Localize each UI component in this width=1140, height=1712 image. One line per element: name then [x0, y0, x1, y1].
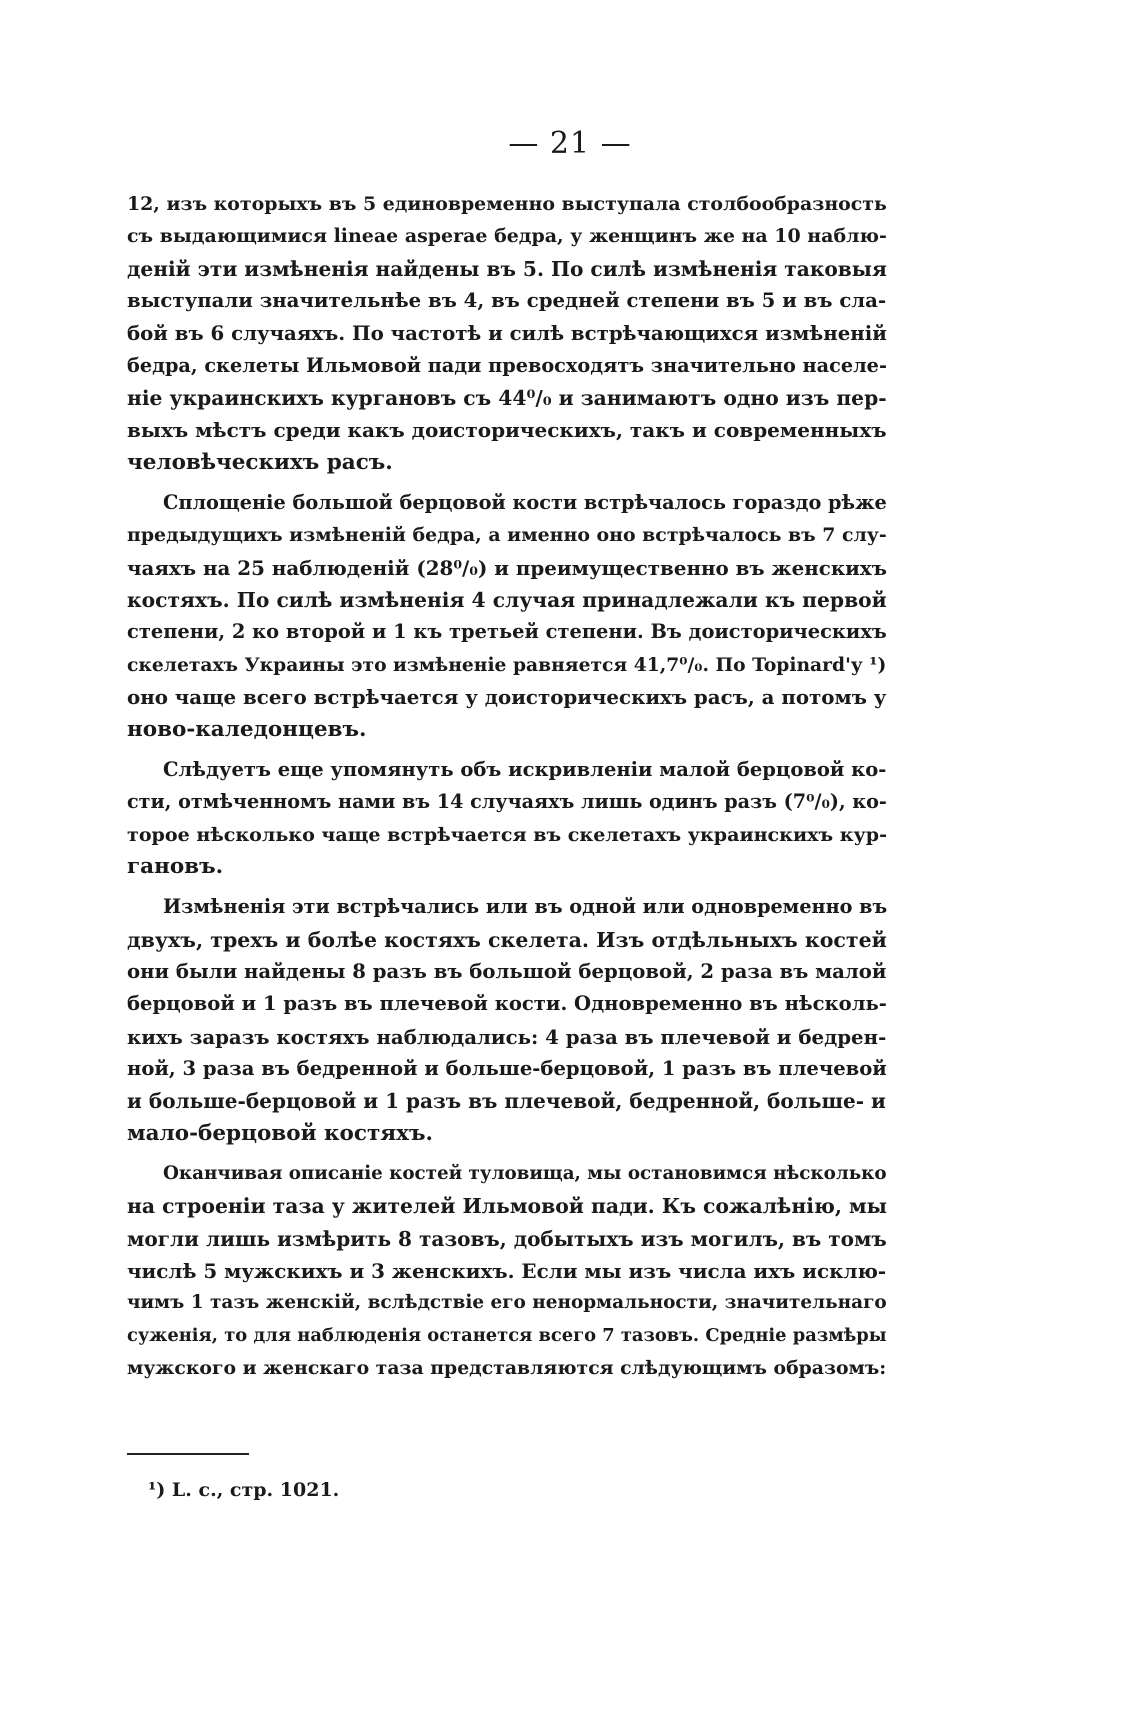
text-line: кихъ заразъ костяхъ наблюдались: 4 раза въ плечевой и бедрен-: [127, 1024, 887, 1049]
text-line: чаяхъ на 25 наблюденій (28⁰/₀) и преимущественно въ женскихъ: [127, 555, 887, 580]
paragraph-5: [127, 1158, 887, 1384]
paragraph-1: [127, 188, 887, 479]
text-line: бедра, скелеты Ильмовой пади превосходятъ значительно населе-: [127, 353, 887, 377]
paragraph-2: [127, 487, 887, 746]
text-line: суженія, то для наблюденія останется всего 7 тазовъ. Средніе размѣры: [127, 1324, 887, 1346]
text-line: степени, 2 ко второй и 1 къ третьей степени. Въ доисторическихъ: [127, 620, 887, 644]
text-line: выхъ мѣстъ среди какъ доисторическихъ, такъ и современныхъ: [127, 418, 887, 443]
paragraph-4: [127, 891, 887, 1150]
text-line: на строеніи таза у жителей Ильмовой пади. Къ сожалѣнію, мы: [127, 1194, 888, 1219]
footnote-rule: [127, 1453, 249, 1455]
text-line: мало-берцовой костяхъ.: [127, 1120, 433, 1146]
text-line: чимъ 1 тазъ женскій, вслѣдствіе его ненормальности, значительнаго: [127, 1292, 887, 1314]
text-line: скелетахъ Украины это измѣненіе равняется 41,7⁰/₀. По Topinard'у ¹): [127, 653, 887, 676]
body-text: [127, 188, 887, 1392]
text-line: они были найдены 8 разъ въ большой берцовой, 2 раза въ малой: [127, 959, 887, 983]
text-line: бой въ 6 случаяхъ. По частотѣ и силѣ встрѣчающихся измѣненій: [127, 321, 887, 346]
text-line: выступали значительнѣе въ 4, въ средней степени въ 5 и въ сла-: [127, 289, 887, 313]
text-line: и больше-берцовой и 1 разъ въ плечевой, бедренной, больше- и: [127, 1089, 886, 1114]
text-line: 12, изъ которыхъ въ 5 единовременно выступала столбообразность: [127, 193, 887, 215]
footnote: ¹) L. c., стр. 1021.: [148, 1479, 340, 1501]
text-line: берцовой и 1 разъ въ плечевой кости. Одновременно въ нѣсколь-: [127, 992, 887, 1016]
text-line: человѣческихъ расъ.: [127, 449, 393, 475]
text-line: Слѣдуетъ еще упомянуть объ искривленіи малой берцовой ко-: [163, 757, 887, 781]
text-line: ніе украинскихъ кургановъ съ 44⁰/₀ и занимаютъ одно изъ пер-: [127, 386, 887, 411]
text-line: предыдущихъ измѣненій бедра, а именно оно встрѣчалось въ 7 слу-: [127, 524, 887, 547]
text-line: Оканчивая описаніе костей туловища, мы остановимся нѣсколько: [163, 1162, 887, 1184]
text-line: сти, отмѣченномъ нами въ 14 случаяхъ лишь одинъ разъ (7⁰/₀), ко-: [127, 790, 887, 814]
text-line: Измѣненія эти встрѣчались или въ одной или одновременно въ: [163, 895, 888, 919]
text-line: съ выдающимися lineae asperae бедра, у женщинъ же на 10 наблю-: [127, 225, 887, 248]
text-line: числѣ 5 мужскихъ и 3 женскихъ. Если мы изъ числа ихъ исклю-: [127, 1259, 887, 1283]
text-line: ной, 3 раза въ бедренной и больше-берцовой, 1 разъ въ плечевой: [127, 1056, 887, 1080]
text-line: ново-каледонцевъ.: [127, 716, 367, 742]
text-line: оно чаще всего встрѣчается у доисторическихъ расъ, а потомъ у: [127, 685, 887, 710]
text-line: мужского и женскаго таза представляются слѣдующимъ образомъ:: [127, 1357, 887, 1380]
paragraph-3: [127, 754, 887, 883]
text-line: костяхъ. По силѣ измѣненія 4 случая принадлежали къ первой: [127, 588, 887, 613]
text-line: двухъ, трехъ и болѣе костяхъ скелета. Изъ отдѣльныхъ костей: [127, 927, 887, 952]
text-line: Сплощеніе большой берцовой кости встрѣчалось гораздо рѣже: [163, 491, 887, 515]
text-line: деній эти измѣненія найдены въ 5. По силѣ измѣненія таковыя: [127, 256, 887, 281]
text-line: торое нѣсколько чаще встрѣчается въ скелетахъ украинскихъ кур-: [127, 822, 888, 846]
page-number: — 21 —: [508, 126, 632, 161]
text-line: гановъ.: [127, 853, 224, 879]
text-line: могли лишь измѣрить 8 тазовъ, добытыхъ изъ могилъ, въ томъ: [127, 1226, 887, 1251]
